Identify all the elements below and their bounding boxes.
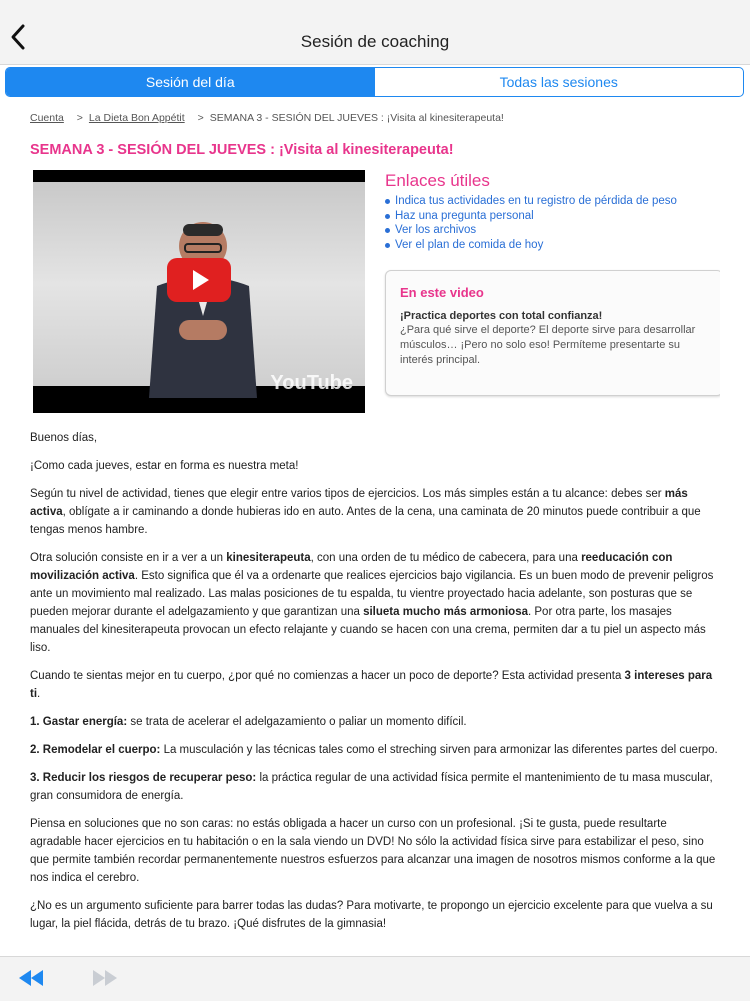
useful-link-item [385, 209, 720, 224]
page-header-title: Sesión de coaching [300, 32, 450, 51]
in-video-subtitle: ¡Practica deportes con total confianza! [400, 310, 603, 322]
breadcrumb-current: SEMANA 3 - SESIÓN DEL JUEVES : ¡Visita al kinesiterapeuta! [209, 112, 504, 124]
in-video-description: ¿Para qué sirve el deporte? El deporte sirve para desarrollar músculos… ¡Pero no solo eso! Permíteme presentarte su interés principal. [400, 324, 696, 366]
breadcrumb-link-diet[interactable]: La Dieta Bon Appétit [88, 112, 185, 124]
play-icon[interactable] [167, 258, 231, 302]
fast-forward-icon[interactable] [92, 969, 118, 987]
in-video-title: En este video [400, 285, 484, 300]
paragraph-point-2: 2. Remodelar el cuerpo: La musculación y las técnicas tales como el streching sirven para armonizar las diferentes partes del cuerpo. [30, 744, 718, 756]
presenter-image [139, 216, 267, 398]
useful-links-title: Enlaces útiles [385, 171, 490, 190]
paragraph-activity: Según tu nivel de actividad, tienes que elegir entre varios tipos de ejercicios. Los más simples están a tu alcance: debes ser más activa, oblígate a ir caminando a donde hubieras ido en auto. Antes de la cena, una caminata de 20 minutos puede contribuir a que tengas menos hambre. [30, 488, 701, 536]
rewind-icon[interactable] [18, 969, 44, 987]
in-video-box [385, 270, 720, 396]
link-activity-log[interactable]: Indica tus actividades en tu registro de pérdida de peso [395, 195, 677, 207]
paragraph-sport: Cuando te sientas mejor en tu cuerpo, ¿por qué no comienzas a hacer un poco de deporte? Esta actividad presenta 3 intereses para ti. [30, 670, 713, 700]
paragraph-intro: ¡Como cada jueves, estar en forma es nuestra meta! [30, 460, 299, 472]
paragraph-point-3: 3. Reducir los riesgos de recuperar peso: la práctica regular de una actividad física permite el mantenimiento de tu masa muscular, gran consumidora de energía. [30, 772, 713, 802]
top-navbar [0, 0, 750, 65]
paragraph-point-1: 1. Gastar energía: se trata de acelerar el adelgazamiento o paliar un momento difícil. [30, 716, 467, 728]
useful-link-item [385, 223, 720, 238]
link-ask-question[interactable]: Haz una pregunta personal [395, 209, 534, 222]
paragraph-solutions: Piensa en soluciones que no son caras: no estás obligada a hacer un curso con un profesional. ¡Si te gusta, puede resultarte agradable hacer ejercicios en tu habitación o en la sala viendo un DVD! No sólo la actividad física sirve para estabilizar el peso, sino que permite también recordar permanentemente nuestros esfuerzos para alcanzar una imagen de nosotros mismos conforme a la que nos indica el cerebro. [30, 818, 716, 884]
tab-session-of-day[interactable]: Sesión del día [6, 68, 375, 96]
useful-link-item [385, 238, 720, 253]
sidebar [385, 170, 720, 413]
video-player[interactable] [33, 170, 365, 413]
paragraph-kinesitherapist: Otra solución consiste en ir a ver a un kinesiterapeuta, con una orden de tu médico de cabecera, para una reeducación con movilización activa. Esto significa que él va a ordenarte que realices ejercicios bajo vigilancia. Es un buen modo de prevenir peligros ante un movimiento mal realizado. Las malas posiciones de tu espalda, tu vientre proyectado hacia adelante, son posturas que se pueden mejorar durante el adelgazamiento y que garantizan una silueta mucho más armoniosa. Por otra parte, los masajes manuales del kinesiterapeuta provocan un efecto relajante y cuando se hacen con una crema, permiten dar a tu piel un aspecto más liso. [30, 552, 714, 654]
paragraph-closing: ¿No es un argumento suficiente para barrer todas las dudas? Para motivarte, te propongo un ejercicio excelente para que vuelva a su lugar, la piel flácida, detrás de tu brazo. ¡Qué disfrutes de la gimnasia! [30, 900, 713, 930]
bottom-toolbar [0, 956, 750, 1001]
breadcrumb-link-account[interactable]: Cuenta [30, 112, 64, 124]
breadcrumb-separator: > [76, 112, 83, 124]
useful-links-list [385, 194, 720, 252]
article-content [30, 108, 720, 954]
youtube-logo: YouTube [270, 372, 353, 394]
breadcrumb-separator: > [197, 112, 204, 124]
page-title: SEMANA 3 - SESIÓN DEL JUEVES : ¡Visita al kinesiterapeuta! [30, 142, 454, 158]
segmented-control [5, 67, 744, 97]
breadcrumb [30, 112, 720, 124]
link-meal-plan[interactable]: Ver el plan de comida de hoy [395, 238, 544, 251]
tab-all-sessions[interactable]: Todas las sesiones [499, 74, 618, 90]
link-view-archives[interactable]: Ver los archivos [395, 224, 477, 236]
useful-link-item [385, 194, 720, 209]
paragraph-greeting: Buenos días, [30, 432, 98, 444]
